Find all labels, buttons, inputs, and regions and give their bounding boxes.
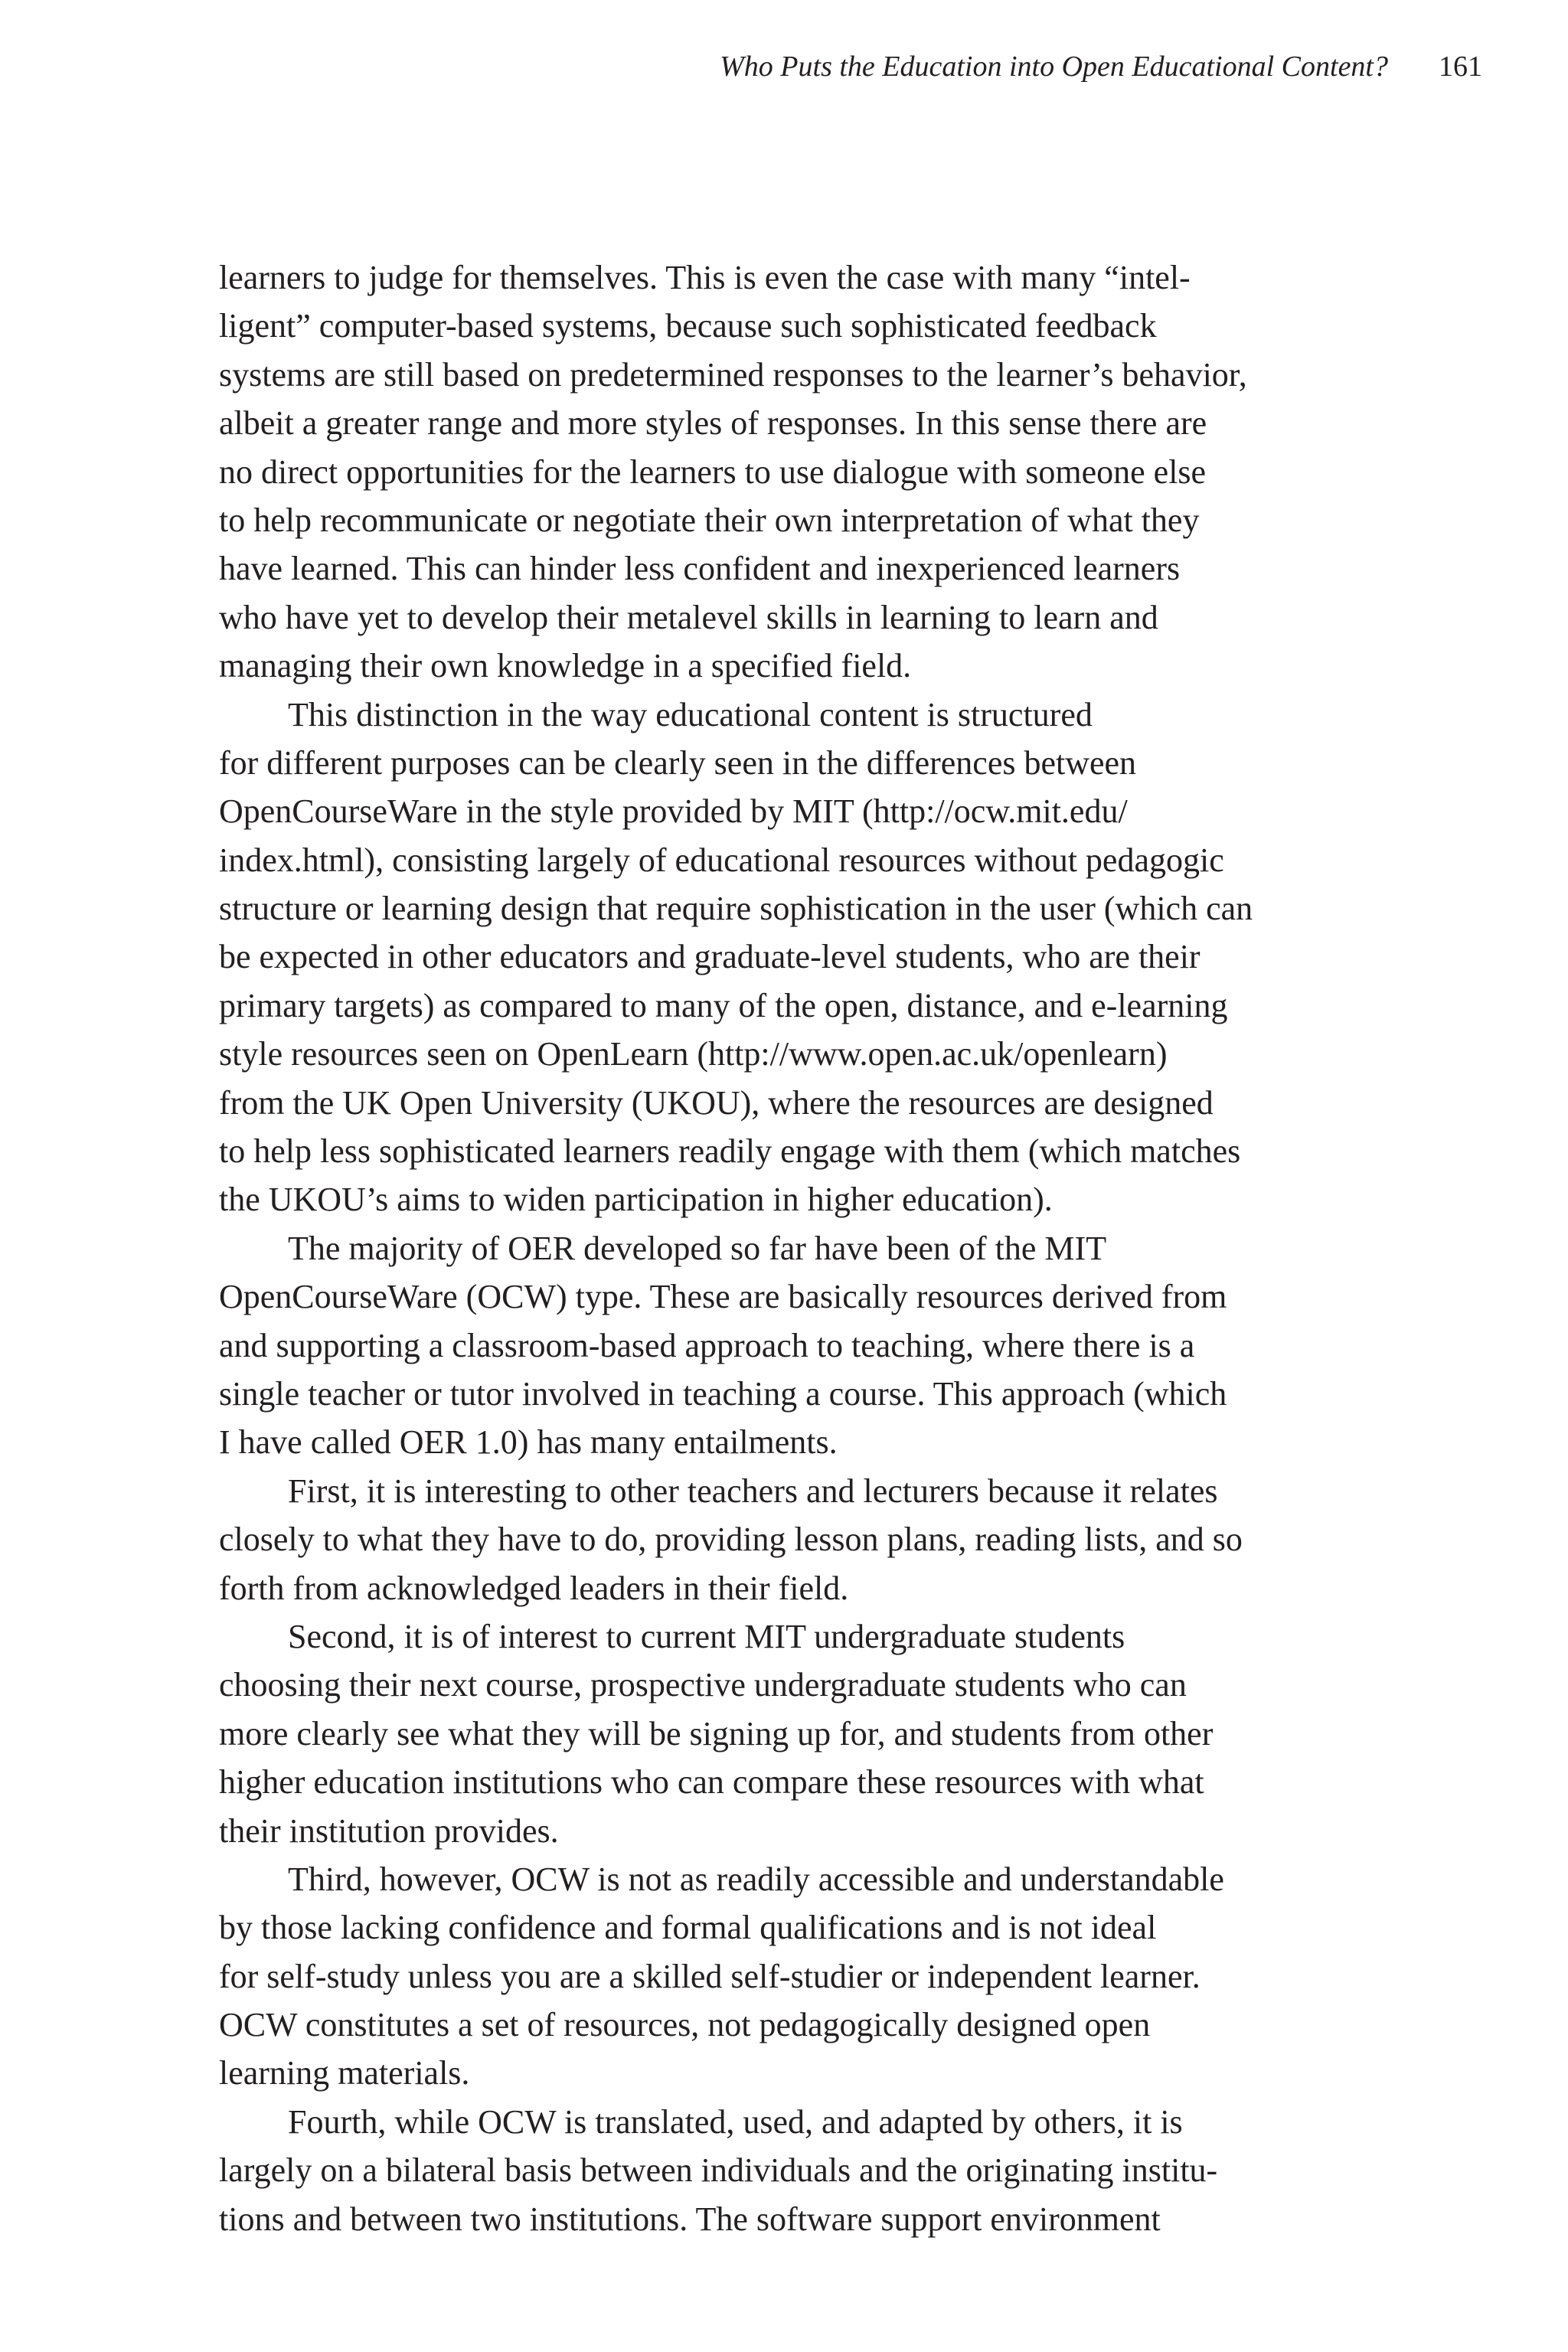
text-line: to help recommunicate or negotiate their own interpretation of what they	[219, 501, 1200, 539]
paragraph-first-line: Second, it is of interest to current MIT undergraduate students	[288, 1617, 1125, 1655]
paragraph-first-line: Third, however, OCW is not as readily accessible and understandable	[288, 1860, 1224, 1898]
body-text	[219, 253, 1367, 2243]
text-line: managing their own knowledge in a specified field.	[219, 647, 912, 685]
text-line: single teacher or tutor involved in teaching a course. This approach (which	[219, 1374, 1227, 1413]
text-line: higher education institutions who can compare these resources with what	[219, 1763, 1204, 1802]
text-line: for self-study unless you are a skilled self-studier or independent learner.	[219, 1957, 1200, 1995]
text-line: more clearly see what they will be signing up for, and students from other	[219, 1714, 1214, 1753]
text-line: style resources seen on OpenLearn (http://www.open.ac.uk/openlearn)	[219, 1035, 1168, 1073]
text-line: the UKOU’s aims to widen participation in higher education).	[219, 1181, 1053, 1219]
text-line: learners to judge for themselves. This is even the case with many “intel-	[219, 259, 1191, 296]
text-line: to help less sophisticated learners readily engage with them (which matches	[219, 1132, 1241, 1171]
text-line: who have yet to develop their metalevel skills in learning to learn and	[219, 598, 1158, 636]
text-line: systems are still based on predetermined responses to the learner’s behavior,	[219, 355, 1247, 394]
text-line: for different purposes can be clearly seen in the differences between	[219, 743, 1137, 782]
text-line: OpenCourseWare (OCW) type. These are basically resources derived from	[219, 1278, 1227, 1316]
text-line: OCW constitutes a set of resources, not pedagogically designed open	[219, 2006, 1151, 2044]
text-line: from the UK Open University (UKOU), where the resources are designed	[219, 1083, 1214, 1122]
paragraph-first-line: The majority of OER developed so far have been of the MIT	[288, 1229, 1107, 1267]
text-line: by those lacking confidence and formal qualifications and is not ideal	[219, 1909, 1157, 1947]
running-title: Who Puts the Education into Open Educational Content?	[720, 51, 1388, 83]
text-line: albeit a greater range and more styles of responses. In this sense there are	[219, 404, 1207, 443]
text-line: index.html), consisting largely of educational resources without pedagogic	[219, 841, 1224, 879]
text-line: choosing their next course, prospective undergraduate students who can	[219, 1666, 1187, 1704]
text-line: tions and between two institutions. The software support environment	[219, 2200, 1161, 2238]
text-line: forth from acknowledged leaders in their field.	[219, 1569, 849, 1607]
running-head	[720, 47, 1482, 86]
text-line: primary targets) as compared to many of the open, distance, and e-learning	[219, 986, 1228, 1024]
text-line: closely to what they have to do, providing lesson plans, reading lists, and so	[219, 1521, 1243, 1559]
text-line: and supporting a classroom-based approach to teaching, where there is a	[219, 1326, 1195, 1364]
text-line: structure or learning design that require sophistication in the user (which can	[219, 890, 1253, 928]
text-line: largely on a bilateral basis between individuals and the originating institu-	[219, 2151, 1218, 2190]
text-line: ligent” computer-based systems, because such sophisticated feedback	[219, 307, 1157, 345]
paragraph-first-line: This distinction in the way educational content is structured	[288, 695, 1093, 733]
paragraph-first-line: First, it is interesting to other teachers and lecturers because it relates	[288, 1472, 1218, 1510]
text-line: OpenCourseWare in the style provided by MIT (http://ocw.mit.edu/	[219, 792, 1128, 831]
text-line: their institution provides.	[219, 1811, 559, 1850]
page-number: 161	[1439, 51, 1482, 83]
text-line: no direct opportunities for the learners to use dialogue with someone else	[219, 452, 1207, 491]
text-line: be expected in other educators and graduate-level students, who are their	[219, 938, 1200, 976]
text-line: have learned. This can hinder less confident and inexperienced learners	[219, 550, 1181, 588]
paragraph-first-line: Fourth, while OCW is translated, used, and adapted by others, it is	[288, 2102, 1183, 2141]
text-line: learning materials.	[219, 2054, 470, 2092]
text-line: I have called OER 1.0) has many entailments.	[219, 1423, 838, 1462]
